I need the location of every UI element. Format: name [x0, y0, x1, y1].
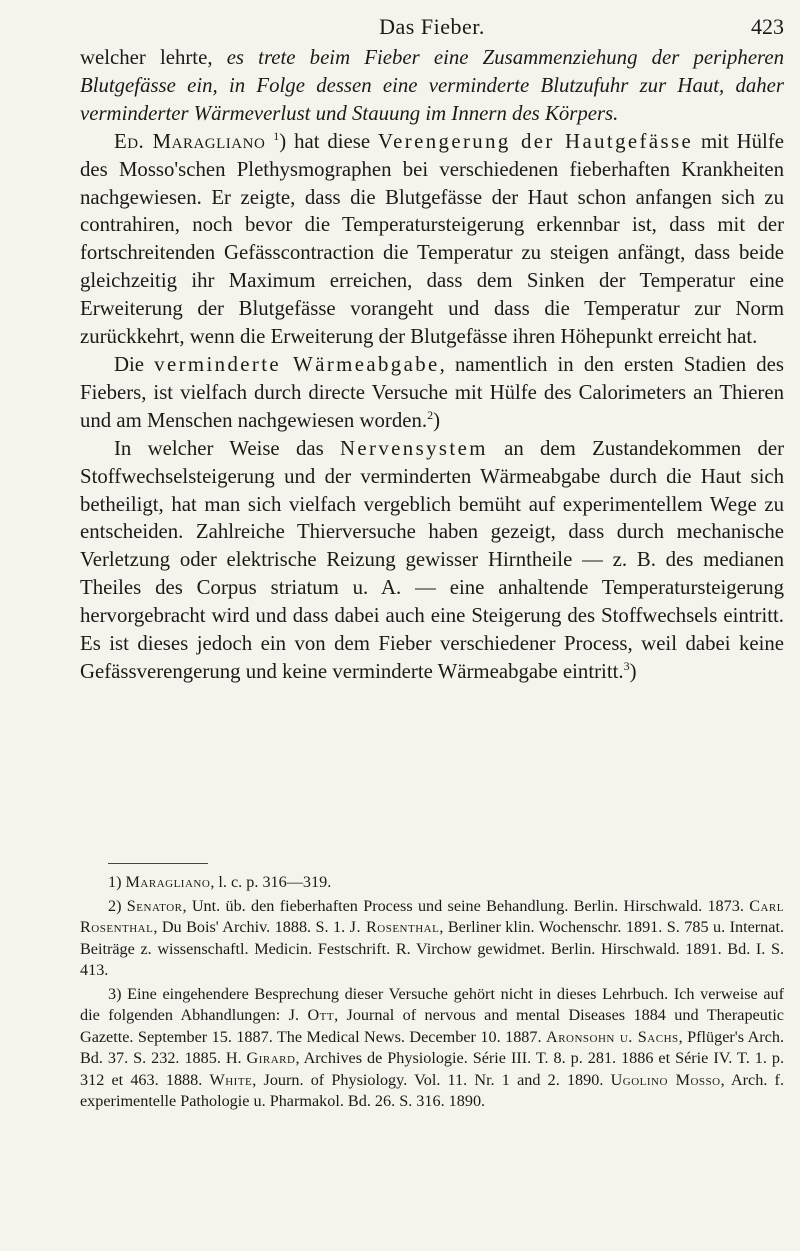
- footnote-1: [80, 872, 784, 894]
- footnote-text: , Berliner klin. Wochenschr. 1891. S. 785 u. Internat. Beiträge z. wissenschaftl. Medicin. Festschrift. R. Virchow gewidmet. Berlin. Hirschwald. 1891. Bd. I. S. 413.: [80, 918, 784, 979]
- text-run: hat diese: [286, 129, 379, 153]
- footnote-2: [80, 896, 784, 982]
- body-text: [80, 44, 784, 686]
- footnote-text: , Pflüger's Arch. Bd. 37. S. 232. 1885. H.: [80, 1027, 785, 1067]
- text-run: ): [629, 659, 637, 683]
- footnote-text: , Journ. of Physiology. Vol. 11. Nr. 1 and 2. 1890.: [252, 1070, 611, 1089]
- page-number: 423: [751, 14, 784, 39]
- footnote-text: , Arch. f. experimentelle Pathologie u. Pharmakol. Bd. 26. S. 316. 1890.: [80, 1070, 784, 1110]
- author-name: J. Rosenthal: [349, 918, 440, 936]
- spaced-emphasis: Nervensystem: [340, 436, 488, 460]
- running-title: Das Fieber.: [379, 14, 485, 39]
- footnote-text: Eine eingehendere Besprechung dieser Versuche gehört nicht in dieses Lehrbuch. Ich verweise auf die folgenden Abhandlungen: J.: [80, 984, 785, 1024]
- text-run: ): [433, 408, 441, 432]
- text-run: mit Hülfe des Mosso'schen Plethysmographen bei verschiedenen fieberhaften Krankheiten nachgewiesen. Er zeigte, dass die Blutgefässe der Haut schon anfangen sich zu contrahiren, noch bevor die Temperatursteigerung erkennbar ist, dass mit der fortschreitenden Gefässcontraction die Temperatur zu steigen anfängt, dass beide gleichzeitig ihr Maximum erreichen, dass dem Sinken der Temperatur eine Erweiterung der Blutgefässe vorangeht und dass die Temperatur zur Norm zurückkehrt, wenn die Erweiterung der Blutgefässe ihren Höhepunkt erreicht hat.: [80, 129, 784, 349]
- author-name: White: [209, 1070, 253, 1089]
- spaced-emphasis: verminderte Wärmeabgabe: [154, 352, 440, 376]
- text-run: , namentlich in den ersten Stadien des Fiebers, ist vielfach durch directe Versuche mit Hülfe des Calorimeters an Thieren und am Menschen nachgewiesen worden.: [80, 352, 784, 432]
- footnote-number: 1): [108, 873, 126, 891]
- footnote-ref[interactable]: 1: [273, 128, 280, 143]
- author-name: Senator: [126, 896, 183, 915]
- author-name: Carl Rosenthal: [80, 896, 784, 936]
- footnote-number: 3): [108, 984, 128, 1003]
- paragraph-1: [80, 44, 784, 128]
- text-run: an dem Zustandekommen der Stoffwechselsteigerung und der verminderten Wärmeabgabe durch die Haut sich betheiligt, hat man sich vielfach vergeblich bemüht auf experimentellem Wege zu entscheiden. Zahlreiche Thierversuche haben gezeigt, dass durch mechanische Verletzung oder elektrische Reizung gewisser Hirntheile — z. B. des medianen Theiles des Corpus striatum u. A. — eine anhaltende Temperatursteigerung hervorgebracht wird und dass dabei auch eine Steigerung des Stoffwechsels eintritt. Es ist dieses jedoch ein von dem Fieber verschiedener Process, weil dabei keine Gefässverengerung und keine verminderte Wärmeabgabe eintritt.: [80, 436, 784, 683]
- spaced-emphasis: Verengerung der Hautgefässe: [378, 129, 694, 153]
- author-name: Ott: [307, 1006, 335, 1024]
- paragraph-2: Ed. Maragliano $^1$) hat diese Verengerung der Hautgefässe mit Hülfe des Mosso'schen Plethysmographen bei verschiedenen fieberhaften Krankheiten nachgewiesen. Er zeigte, dass die Blutgefässe der Haut schon anfangen sich zu contrahiren, noch bevor die Temperatursteigerung erkennbar ist, dass mit der fortschreitenden Gefässcontraction die Temperatur zu steigen anfängt, dass beide gleichzeitig ihr Maximum erreichen, dass dem Sinken der Temperatur eine Erweiterung der Blutgefässe vorangeht und dass die Temperatur zur Norm zurückkehrt, wenn die Erweiterung der Blutgefässe ihren Höhepunkt erreicht hat.: [80, 128, 784, 349]
- text-run: In welcher Weise das: [114, 436, 340, 460]
- footnotes: [80, 872, 784, 1115]
- text-run: welcher lehrte,: [80, 46, 227, 69]
- footnote-ref[interactable]: 2: [427, 407, 434, 422]
- footnote-text: , Unt. üb. den fieberhaften Process und seine Behandlung. Berlin. Hirschwald. 1873.: [182, 896, 750, 915]
- author-name: Ed. Maragliano: [114, 129, 266, 153]
- author-name: Aronsohn u. Sachs: [546, 1027, 679, 1046]
- footnote-divider: [108, 863, 208, 864]
- author-name: Maragliano: [125, 873, 211, 891]
- footnote-text: , l. c. p. 316—319.: [210, 873, 332, 891]
- footnote-3: [80, 984, 784, 1113]
- paragraph-3: [80, 351, 784, 435]
- footnote-number: 2): [108, 896, 127, 915]
- text-run: Die: [114, 352, 155, 376]
- emphasized-text: es trete beim Fieber eine Zusammenziehung der peripheren Blutgefässe ein, in Folge dessen eine verminderte Blutzufuhr zur Haut, daher verminderter Wärmeverlust und Stauung im Innern des Körpers.: [80, 46, 784, 125]
- footnote-text: , Journal of nervous and mental Diseases 1884 und Therapeutic Gazette. September 15. 1887. The Medical News. December 10. 1887.: [80, 1006, 784, 1046]
- page-header: [80, 14, 784, 40]
- author-name: Ugolino Mosso: [610, 1070, 721, 1089]
- paragraph-4: [80, 435, 784, 686]
- footnote-text: , Du Bois' Archiv. 1888. S. 1.: [153, 918, 350, 936]
- author-name: Girard: [246, 1049, 296, 1067]
- footnote-ref[interactable]: 3: [623, 659, 630, 674]
- footnote-text: , Archives de Physiologie. Série III. T. 8. p. 281. 1886 et Série IV. T. 1. p. 312 et 463. 1888.: [80, 1049, 784, 1089]
